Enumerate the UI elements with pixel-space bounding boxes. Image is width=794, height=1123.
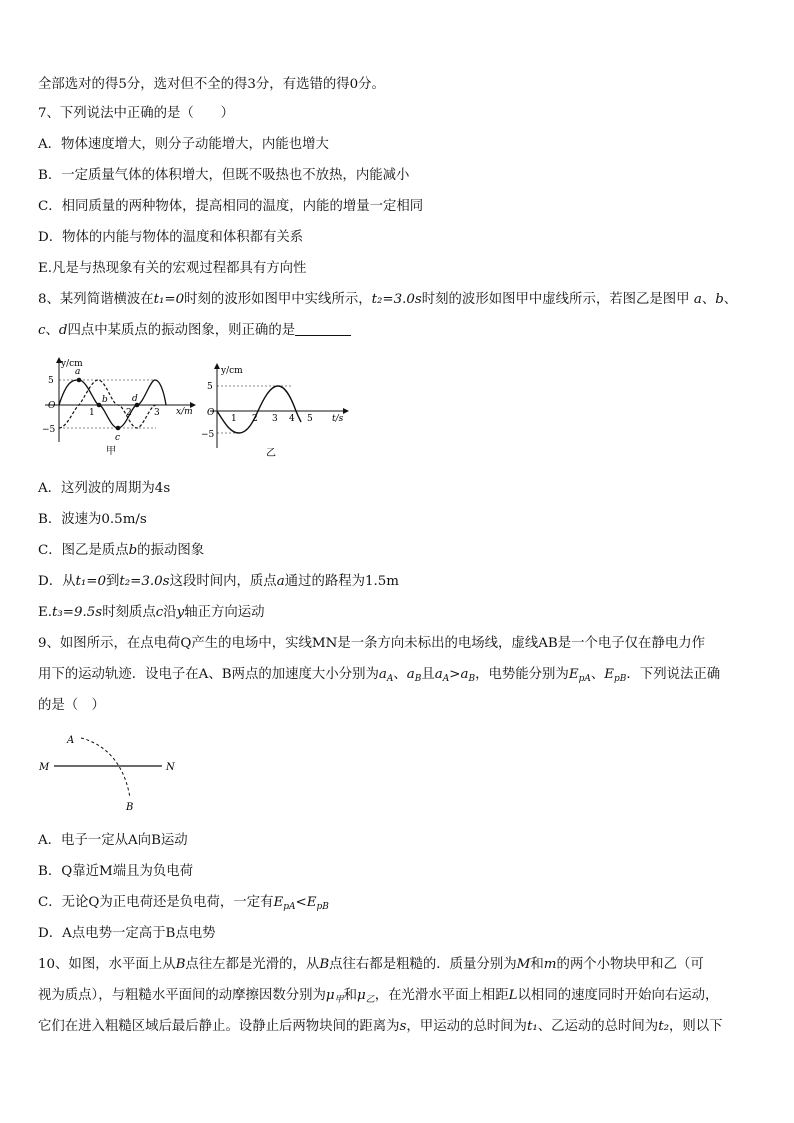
q9-stem-line1: 9、如图所示，在点电荷Q产生的电场中，实线MN是一条方向未标出的电场线，虚线AB是一个电子仅在静电力作 (38, 636, 706, 651)
q8-option-d: D．从t₁=0到t₂=3.0s这段时间内，质点a通过的路程为1.5m (38, 574, 400, 589)
y-tick: −5 (201, 430, 215, 440)
q7-option-c: C．相同质量的两种物体，提高相同的温度，内能的增量一定相同 (38, 199, 424, 214)
t-tick: 1 (231, 414, 237, 424)
figure-yi-vibration (200, 360, 350, 460)
q10-stem-line1: 10、如图，水平面上从B点往左都是光滑的，从B点往右都是粗糙的．质量分别为M和m的两个小物块甲和乙（可 (38, 957, 704, 972)
y-tick: 5 (207, 382, 213, 392)
y-tick: −5 (42, 425, 56, 435)
y-axis-label: y/cm (221, 366, 243, 376)
label-d: d (132, 394, 138, 404)
y-axis-label: y/cm (61, 359, 83, 369)
x-tick: 2 (126, 408, 132, 418)
q9-field-figure (34, 728, 194, 816)
q8-option-c: C．图乙是质点b的振动图象 (38, 543, 205, 558)
label-m: M (39, 762, 50, 773)
q9-option-c: C．无论Q为正电荷还是负电荷，一定有$E_{pA}<E_{pB}$ (38, 895, 329, 912)
point-b (97, 403, 102, 408)
origin-label: O (207, 408, 215, 418)
vibration-curve (217, 386, 301, 433)
q8-stem-line1: 8、某列简谐横波在t₁=0时刻的波形如图甲中实线所示，t₂=3.0s时刻的波形如图甲中虚线所示，若图乙是图甲 a、b、 (38, 292, 738, 307)
t-tick: 2 (252, 414, 258, 424)
t-tick: 5 (307, 414, 313, 424)
label-a: A (67, 735, 75, 746)
figure-jia-wave (40, 352, 200, 462)
point-c (116, 426, 121, 431)
y-tick: 5 (48, 376, 54, 386)
solid-wave (59, 380, 166, 428)
label-n: N (166, 762, 175, 773)
q10-stem-line3: 它们在进入粗糙区域后最后静止。设静止后两物块间的距离为s，甲运动的总时间为t₁、乙运动的总时间为t₂，则以下 (38, 1019, 723, 1034)
q10-stem-line2: 视为质点），与粗糙水平面间的动摩擦因数分别为$\mu_甲$和$\mu_乙$，在光滑水平面上相距L以相同的速度同时开始向右运动， (38, 988, 719, 1005)
q9-stem-line2: 用下的运动轨迹．设电子在A、B两点的加速度大小分别为$a_A$、$a_B$且$a_A>a_B$，电势能分别为$E_{pA}$、$E_{pB}$．下列说法正确 (38, 667, 721, 684)
q7-option-b: B．一定质量气体的体积增大，但既不吸热也不放热，内能减小 (38, 168, 410, 183)
q9-option-d: D．A点电势一定高于B点电势 (38, 926, 216, 941)
q9-stem-line3: 的是（ ） (38, 698, 105, 713)
t-axis-label: t/s (332, 414, 344, 424)
x-tick: 3 (154, 408, 160, 418)
origin-label: O (48, 401, 56, 411)
figure-caption-jia: 甲 (106, 446, 116, 457)
q8-stem-line2: c、d四点中某质点的振动图象，则正确的是 (38, 322, 351, 340)
t-tick: 3 (272, 414, 278, 424)
q9-option-b: B．Q靠近M端且为负电荷 (38, 864, 194, 879)
q8-option-a: A．这列波的周期为4s (38, 481, 171, 496)
label-b: B (126, 802, 134, 813)
label-c: c (115, 433, 121, 443)
q9-option-a: A．电子一定从A向B运动 (38, 833, 188, 848)
trajectory-ab (81, 738, 130, 798)
label-b: b (102, 395, 108, 405)
figure-caption-yi: 乙 (266, 448, 276, 459)
q7-option-e: E.凡是与热现象有关的宏观过程都具有方向性 (38, 261, 307, 276)
q8-option-b: B．波速为0.5m/s (38, 512, 147, 527)
q7-option-d: D．物体的内能与物体的温度和体积都有关系 (38, 230, 304, 245)
answer-blank (295, 322, 351, 336)
q7-option-a: A．物体速度增大，则分子动能增大，内能也增大 (38, 137, 329, 152)
x-tick: 1 (89, 408, 95, 418)
x-axis-label: x/m (176, 407, 193, 417)
instruction-text: 全部选对的得5分，选对但不全的得3分，有选错的得0分。 (38, 77, 385, 92)
q7-stem: 7、下列说法中正确的是（ ） (38, 106, 234, 121)
q8-option-e: E.t₃=9.5s时刻质点c沿y轴正方向运动 (38, 605, 265, 620)
point-a (77, 378, 82, 383)
t-tick: 4 (289, 414, 295, 424)
label-a: a (75, 367, 81, 377)
